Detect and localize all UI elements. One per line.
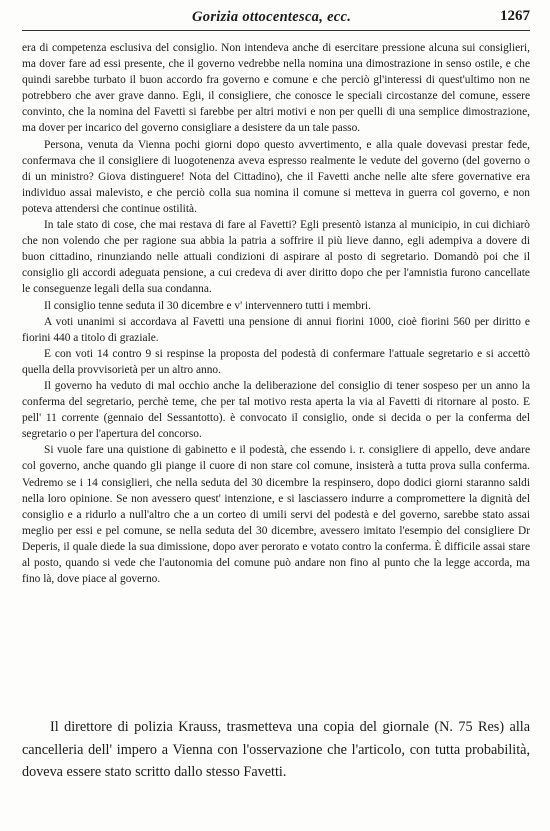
- paragraph: In tale stato di cose, che mai restava di fare al Favetti? Egli presentò istanza al municipio, in cui dichiarò che non volendo che per ragione sua abbia la patria a soffrire il più lieve danno, egli adempiva a dovere di buon cittadino, rinunziando nelle attuali condizioni di aspirare al posto di segretario. Domandò poi che il consiglio gli accordi adeguata pensione, a cui credeva di aver diritto dopo che per l'amnistia furono cancellate le conseguenze legali della sua condanna.: [22, 219, 530, 296]
- closing-paragraph: Il direttore di polizia Krauss, trasmetteva una copia del giornale (N. 75 Res) alla cancelleria dell' impero a Vienna con l'osservazione che l'articolo, con tutta probabilità, doveva essere stato scritto dallo stesso Favetti.: [22, 719, 530, 780]
- running-title: Gorizia ottocentesca, ecc.: [192, 9, 352, 25]
- running-header: [22, 6, 530, 31]
- paragraph: era di competenza esclusiva del consiglio. Non intendeva anche di esercitare pressione alcuna sui consiglieri, ma dover fare ad essi presente, che il governo vedrebbe nella nomina una dimostrazione in senso ostile, e che quindi sarebbe turbato il buon accordo fra governo e comune e che perciò gl'interessi di quest'ultimo non ne potrebbero che aver grave danno. Egli, il consigliere, che conosce le speciali circostanze del comune, essere convinto, che la nomina del Favetti si farebbe per altri motivi e non per quelli di una semplice dimostrazione, ma dover per incarico del governo consigliare a desistere da un tale passo.: [22, 42, 530, 135]
- page-number: 1267: [500, 8, 530, 24]
- closing-paragraph-block: [22, 716, 530, 784]
- paragraph: E con voti 14 contro 9 si respinse la proposta del podestà di confermare l'attuale segretario e si accettò quella della provvisorietà per un altro anno.: [22, 347, 530, 376]
- paragraph: Persona, venuta da Vienna pochi giorni dopo questo avvertimento, e alla quale dovevasi prestar fede, confermava che il consigliere di luogotenenza aveva espresso realmente le vedute del governo (del governo o di un ministro? Giova distinguere! Nota del Cittadino), che il Favetti anche nelle alte sfere governative era individuo assai malevisto, e che perciò colla sua nomina il comune si metteva in guerra col governo, e non poteva attendersi che continue ostilità.: [22, 138, 530, 215]
- paragraph: Il consiglio tenne seduta il 30 dicembre e v' intervennero tutti i membri.: [44, 299, 371, 312]
- paragraph: A voti unanimi si accordava al Favetti una pensione di annui fiorini 1000, cioè fiorini 560 per diritto e fiorini 440 a titolo di graziale.: [22, 315, 530, 344]
- body-text: [22, 40, 530, 587]
- paragraph: Il governo ha veduto di mal occhio anche la deliberazione del consiglio di tener sospeso per un anno la conferma del segretario, perchè teme, che per tal motivo resta aperta la via al Favetti di ritornare al posto. E pell' 11 corrente (gennaio del Sessantotto). è convocato il consiglio, onde si decida o per la conferma del segretario o per l'apertura del concorso.: [22, 379, 530, 441]
- paragraph: Si vuole fare una quistione di gabinetto e il podestà, che essendo i. r. consigliere di appello, deve andare col governo, anche quando gli piange il cuore di non stare col comune, insisterà a tutta prova sulla conferma. Vedremo se i 14 consiglieri, che nella seduta del 30 dicembre la respinsero, dopo dodici giorni staranno saldi nella loro opinione. Se non avessero quest' intenzione, e si lasciassero indurre a compromettere la dignità del consiglio e a ridurlo a null'altro che a un corteo di umili servi del podestà e del governo, sarebbe stato assai meglio per essi e pel comune, se nella seduta del 30 dicembre, avessero imitato l'esempio del consigliere Dr Deperis, il quale diede la sua dimissione, dopo aver perorato e votato contro la conferma. È difficile assai stare al posto, quando si vede che l'autonomia del comune può andare non fino al punto che la legge accorda, ma fino là, dove piace al governo.: [22, 444, 530, 586]
